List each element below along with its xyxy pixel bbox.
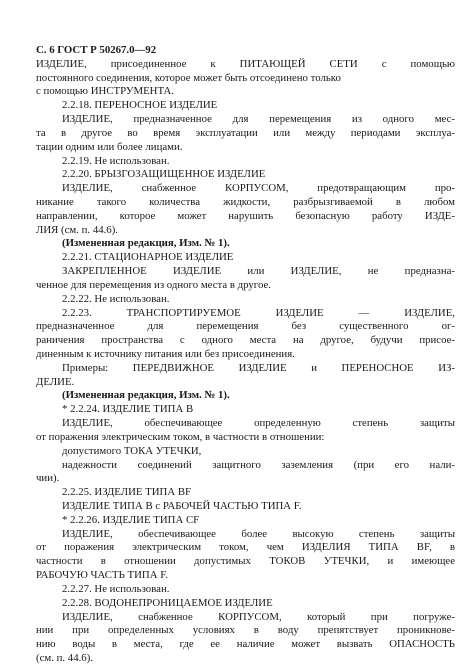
section-heading: 2.2.20. БРЫЗГОЗАЩИЩЕННОЕ ИЗДЕЛИЕ [62, 168, 266, 181]
text-line: ДЕЛИЕ. [36, 375, 75, 388]
section-heading: 2.2.21. СТАЦИОНАРНОЕ ИЗДЕЛИЕ [62, 251, 234, 264]
text-line: ченное для перемещения из одного места в другое. [36, 278, 271, 291]
text-line: РАБОЧУЮ ЧАСТЬ ТИПА F. [36, 569, 169, 582]
text-line: 2.2.27. Не использован. [62, 582, 170, 595]
section-heading: * 2.2.26. ИЗДЕЛИЕ ТИПА CF [62, 513, 200, 526]
text-line: от поражения электрическим током, чем ИЗДЕЛИЯ ТИПА BF, в [36, 541, 455, 554]
text-line: ИЗДЕЛИЕ, обеспечивающее более высокую степень защиты [62, 527, 455, 540]
section-heading: 2.2.28. ВОДОНЕПРОНИЦАЕМОЕ ИЗДЕЛИЕ [62, 596, 273, 609]
text-line: нии при определенных условиях в воду препятствует проникнове- [36, 624, 455, 637]
text-line: нию воды в места, где ее наличие может вызвать ОПАСНОСТЬ [36, 638, 455, 651]
text-line: постоянного соединения, которое может быть отсоединено только [36, 71, 341, 84]
text-line: направлении, которое может нарушить безопасную работу ИЗДЕ- [36, 209, 455, 222]
text-line: ИЗДЕЛИЕ, присоединенное к ПИТАЮЩЕЙ СЕТИ с помощью [36, 57, 455, 70]
text-line: тации одним или более лицами. [36, 140, 183, 153]
text-line: та в другое во время эксплуатации или между периодами эксплуа- [36, 126, 455, 139]
text-line: частности в отношении допустимых ТОКОВ УТЕЧКИ, и имеющее [36, 555, 455, 568]
text-line: диненным к источнику питания или без присоединения. [36, 348, 295, 360]
text-line: 2.2.22. Не использован. [62, 292, 170, 305]
text-line: ЛИЯ (см. п. 44.6). [36, 223, 119, 236]
text-line: ИЗДЕЛИЕ, предназначенное для перемещения из одного мес- [62, 113, 455, 126]
text-line: предназначенное для перемещения без существенного ог- [36, 320, 455, 333]
section-heading: 2.2.18. ПЕРЕНОСНОЕ ИЗДЕЛИЕ [62, 99, 218, 112]
amendment-note: (Измененная редакция, Изм. № 1). [62, 237, 230, 250]
text-line: с помощью ИНСТРУМЕНТА. [36, 85, 175, 98]
text-line: ИЗДЕЛИЕ, обеспечивающее определенную степень защиты [62, 417, 455, 430]
text-line: Примеры: ПЕРЕДВИЖНОЕ ИЗДЕЛИЕ и ПЕРЕНОСНОЕ ИЗ- [62, 361, 455, 374]
page-header: С. 6 ГОСТ Р 50267.0—92 [36, 44, 157, 56]
text-line: ИЗДЕЛИЕ ТИПА В с РАБОЧЕЙ ЧАСТЬЮ ТИПА F. [62, 500, 302, 512]
text-line: раничения пространства с одного места на другое, будучи присое- [36, 334, 455, 347]
text-line: ИЗДЕЛИЕ, снабженное КОРПУСОМ, который при погруже- [62, 610, 455, 623]
section-heading: 2.2.25. ИЗДЕЛИЕ ТИПА BF [62, 486, 192, 499]
text-line: от поражения электрическим током, в частности в отношении: [36, 430, 325, 443]
text-line: ЗАКРЕПЛЕННОЕ ИЗДЕЛИЕ или ИЗДЕЛИЕ, не предназна- [62, 265, 455, 278]
text-line: чии). [36, 472, 60, 485]
text-line: никание такого количества жидкости, разбрызгиваемой в любом [36, 196, 455, 208]
text-line: допустимого ТОКА УТЕЧКИ, [62, 444, 202, 457]
section-heading: 2.2.23. ТРАНСПОРТИРУЕМОЕ ИЗДЕЛИЕ — ИЗДЕЛИЕ, [62, 306, 455, 319]
text-line: 2.2.19. Не использован. [62, 154, 170, 167]
text-line: (см. п. 44.6). [36, 652, 93, 664]
section-heading: * 2.2.24. ИЗДЕЛИЕ ТИПА В [62, 403, 194, 416]
amendment-note: (Измененная редакция, Изм. № 1). [62, 389, 230, 402]
text-line: надежности соединений защитного заземления (при его нали- [62, 458, 455, 471]
text-line: ИЗДЕЛИЕ, снабженное КОРПУСОМ, предотвращающим про- [62, 182, 455, 195]
